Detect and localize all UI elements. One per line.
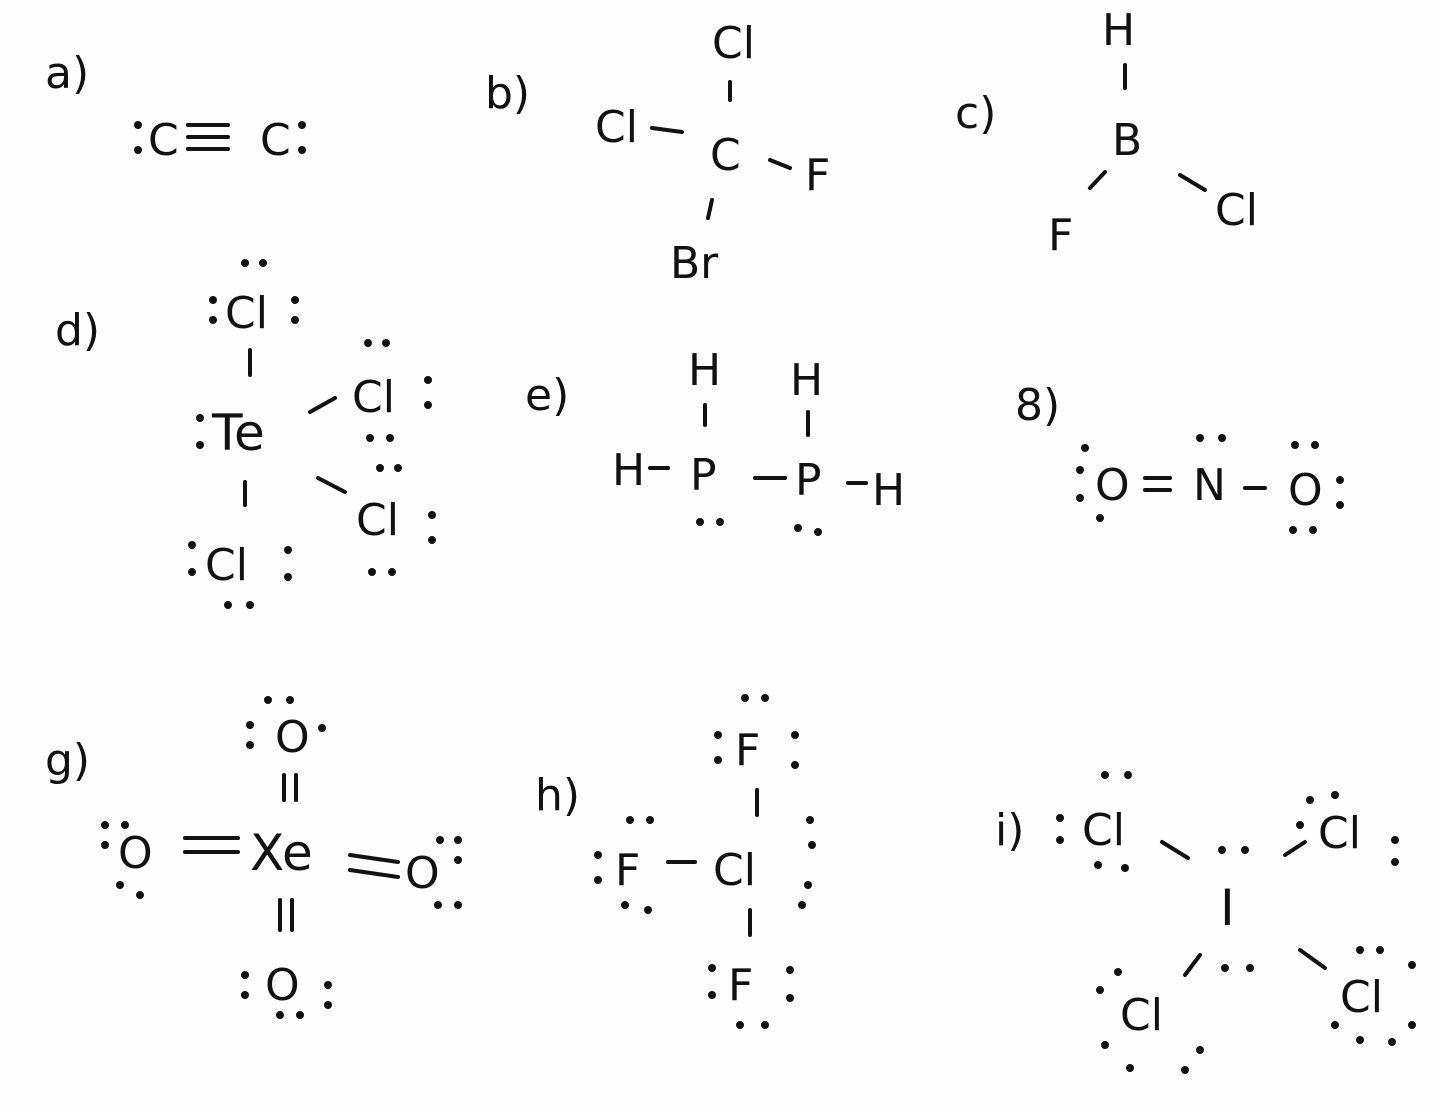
single-bond (652, 128, 682, 132)
single-bond (1285, 842, 1305, 855)
label-e: e) (525, 370, 570, 421)
structure-i (1056, 771, 1416, 1074)
atom-chlorine: Cl (1082, 805, 1125, 856)
label-h: h) (535, 770, 581, 821)
single-bond (1180, 175, 1205, 190)
structure-b (595, 18, 830, 289)
atom-xenon: Xe (250, 824, 313, 882)
atom-oxygen: O (118, 828, 153, 879)
atom-bromine: Br (670, 238, 719, 289)
atom-fluorine: F (1048, 210, 1074, 261)
atom-nitrogen: N (1193, 460, 1226, 511)
atom-oxygen: O (1288, 465, 1323, 516)
atom-carbon: C (148, 115, 179, 166)
atom-carbon: C (260, 115, 291, 166)
double-bond (284, 775, 296, 800)
single-bond (1090, 172, 1105, 188)
double-bond (280, 900, 292, 930)
single-bond (708, 200, 712, 218)
label-c: c) (955, 88, 997, 139)
structure-g (101, 696, 462, 1019)
label-a: a) (45, 48, 90, 99)
structure-a (134, 115, 306, 166)
label-b: b) (485, 68, 531, 119)
atom-chlorine: Cl (205, 540, 248, 591)
atom-tellurium: Te (212, 404, 265, 462)
atom-boron: B (1112, 115, 1143, 166)
atom-oxygen: O (1095, 460, 1130, 511)
atom-hydrogen: H (790, 355, 824, 406)
label-i: i) (995, 805, 1025, 856)
atom-chlorine: Cl (1318, 808, 1361, 859)
atom-phosphorus: P (795, 455, 822, 506)
atom-chlorine: Cl (1120, 990, 1163, 1041)
atom-carbon: C (710, 130, 741, 181)
structure-e (612, 345, 905, 536)
atom-iodine: I (1220, 879, 1235, 937)
atom-hydrogen: H (612, 445, 646, 496)
atom-phosphorus: P (690, 450, 717, 501)
single-bond (770, 160, 790, 168)
structure-c (1048, 5, 1258, 261)
atom-chlorine: Cl (352, 372, 395, 423)
atom-chlorine: Cl (712, 18, 755, 69)
atom-chlorine: Cl (595, 102, 638, 153)
atom-chlorine: Cl (1215, 185, 1258, 236)
atom-fluorine: F (615, 845, 641, 896)
label-f: 8) (1015, 380, 1061, 431)
single-bond (1185, 955, 1200, 975)
single-bond (1162, 842, 1188, 858)
single-bond (318, 478, 345, 492)
single-bond (310, 398, 335, 412)
atom-chlorine: Cl (356, 495, 399, 546)
atom-chlorine: Cl (225, 288, 268, 339)
atom-chlorine: Cl (1340, 972, 1383, 1023)
label-g: g) (45, 735, 91, 786)
single-bond (1300, 950, 1325, 968)
structure-f (1076, 434, 1344, 534)
atom-fluorine: F (805, 150, 831, 201)
double-bond (1145, 478, 1170, 490)
double-bond (185, 838, 238, 852)
atom-hydrogen: H (872, 465, 906, 516)
double-bond (350, 855, 398, 877)
atom-hydrogen: H (688, 345, 722, 396)
atom-fluorine: F (728, 960, 754, 1011)
atom-fluorine: F (735, 725, 761, 776)
structure-d (188, 259, 436, 609)
atom-chlorine: Cl (713, 845, 756, 896)
structure-h (594, 694, 816, 1029)
label-d: d) (55, 305, 101, 356)
atom-hydrogen: H (1102, 5, 1136, 56)
atom-oxygen: O (265, 960, 300, 1011)
triple-bond (188, 125, 228, 149)
atom-oxygen: O (275, 712, 310, 763)
atom-oxygen: O (405, 848, 440, 899)
